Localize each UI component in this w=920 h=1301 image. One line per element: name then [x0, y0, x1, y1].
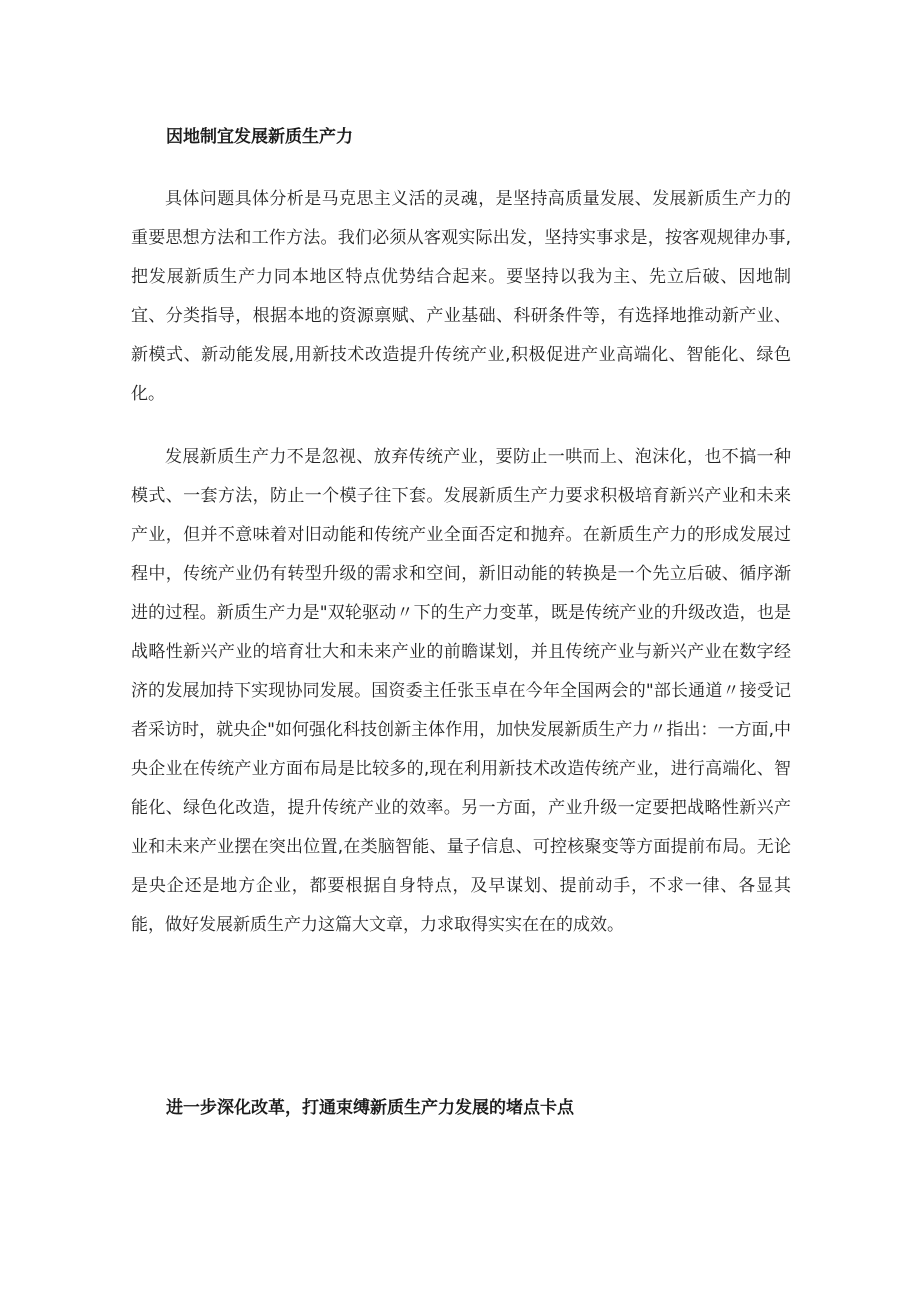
paragraph-1: 具体问题具体分析是马克思主义活的灵魂，是坚持高质量发展、发展新质生产力的重要思想方法和工作方法。我们必须从客观实际出发，坚持实事求是，按客观规律办事,把发展新质生产力同本地区特点优势结合起来。要坚持以我为主、先立后破、因地制宜、分类指导，根据本地的资源禀赋、产业基础、科研条件等，有选择地推动新产业、新模式、新动能发展,用新技术改造提升传统产业,积极促进产业高端化、智能化、绿色化。: [131, 189, 791, 404]
paragraph-2: 发展新质生产力不是忽视、放弃传统产业，要防止一哄而上、泡沫化，也不搞一种模式、一套方法，防止一个模子往下套。发展新质生产力要求积极培育新兴产业和未来产业，但并不意味着对旧动能和传统产业全面否定和抛弃。在新质生产力的形成发展过程中，传统产业仍有转型升级的需求和空间，新旧动能的转换是一个先立后破、循序渐进的过程。新质生产力是"双轮驱动〃下的生产力变革，既是传统产业的升级改造，也是战略性新兴产业的培育壮大和未来产业的前瞻谋划，并且传统产业与新兴产业在数字经济的发展加持下实现协同发展。国资委主任张玉卓在今年全国两会的"部长通道〃接受记者采访时，就央企"如何强化科技创新主体作用，加快发展新质生产力〃指出：一方面,中央企业在传统产业方面布局是比较多的,现在利用新技术改造传统产业，进行高端化、智能化、绿色化改造，提升传统产业的效率。另一方面，产业升级一定要把战略性新兴产业和未来产业摆在突出位置,在类脑智能、量子信息、可控核聚变等方面提前布局。无论是央企还是地方企业，都要根据自身特点，及早谋划、提前动手，不求一律、各显其能，做好发展新质生产力这篇大文章，力求取得实实在在的成效。: [131, 447, 791, 935]
section-heading-2: 进一步深化改革，打通束缚新质生产力发展的堵点卡点: [166, 1098, 574, 1118]
section-heading-1: 因地制宜发展新质生产力: [166, 127, 353, 147]
